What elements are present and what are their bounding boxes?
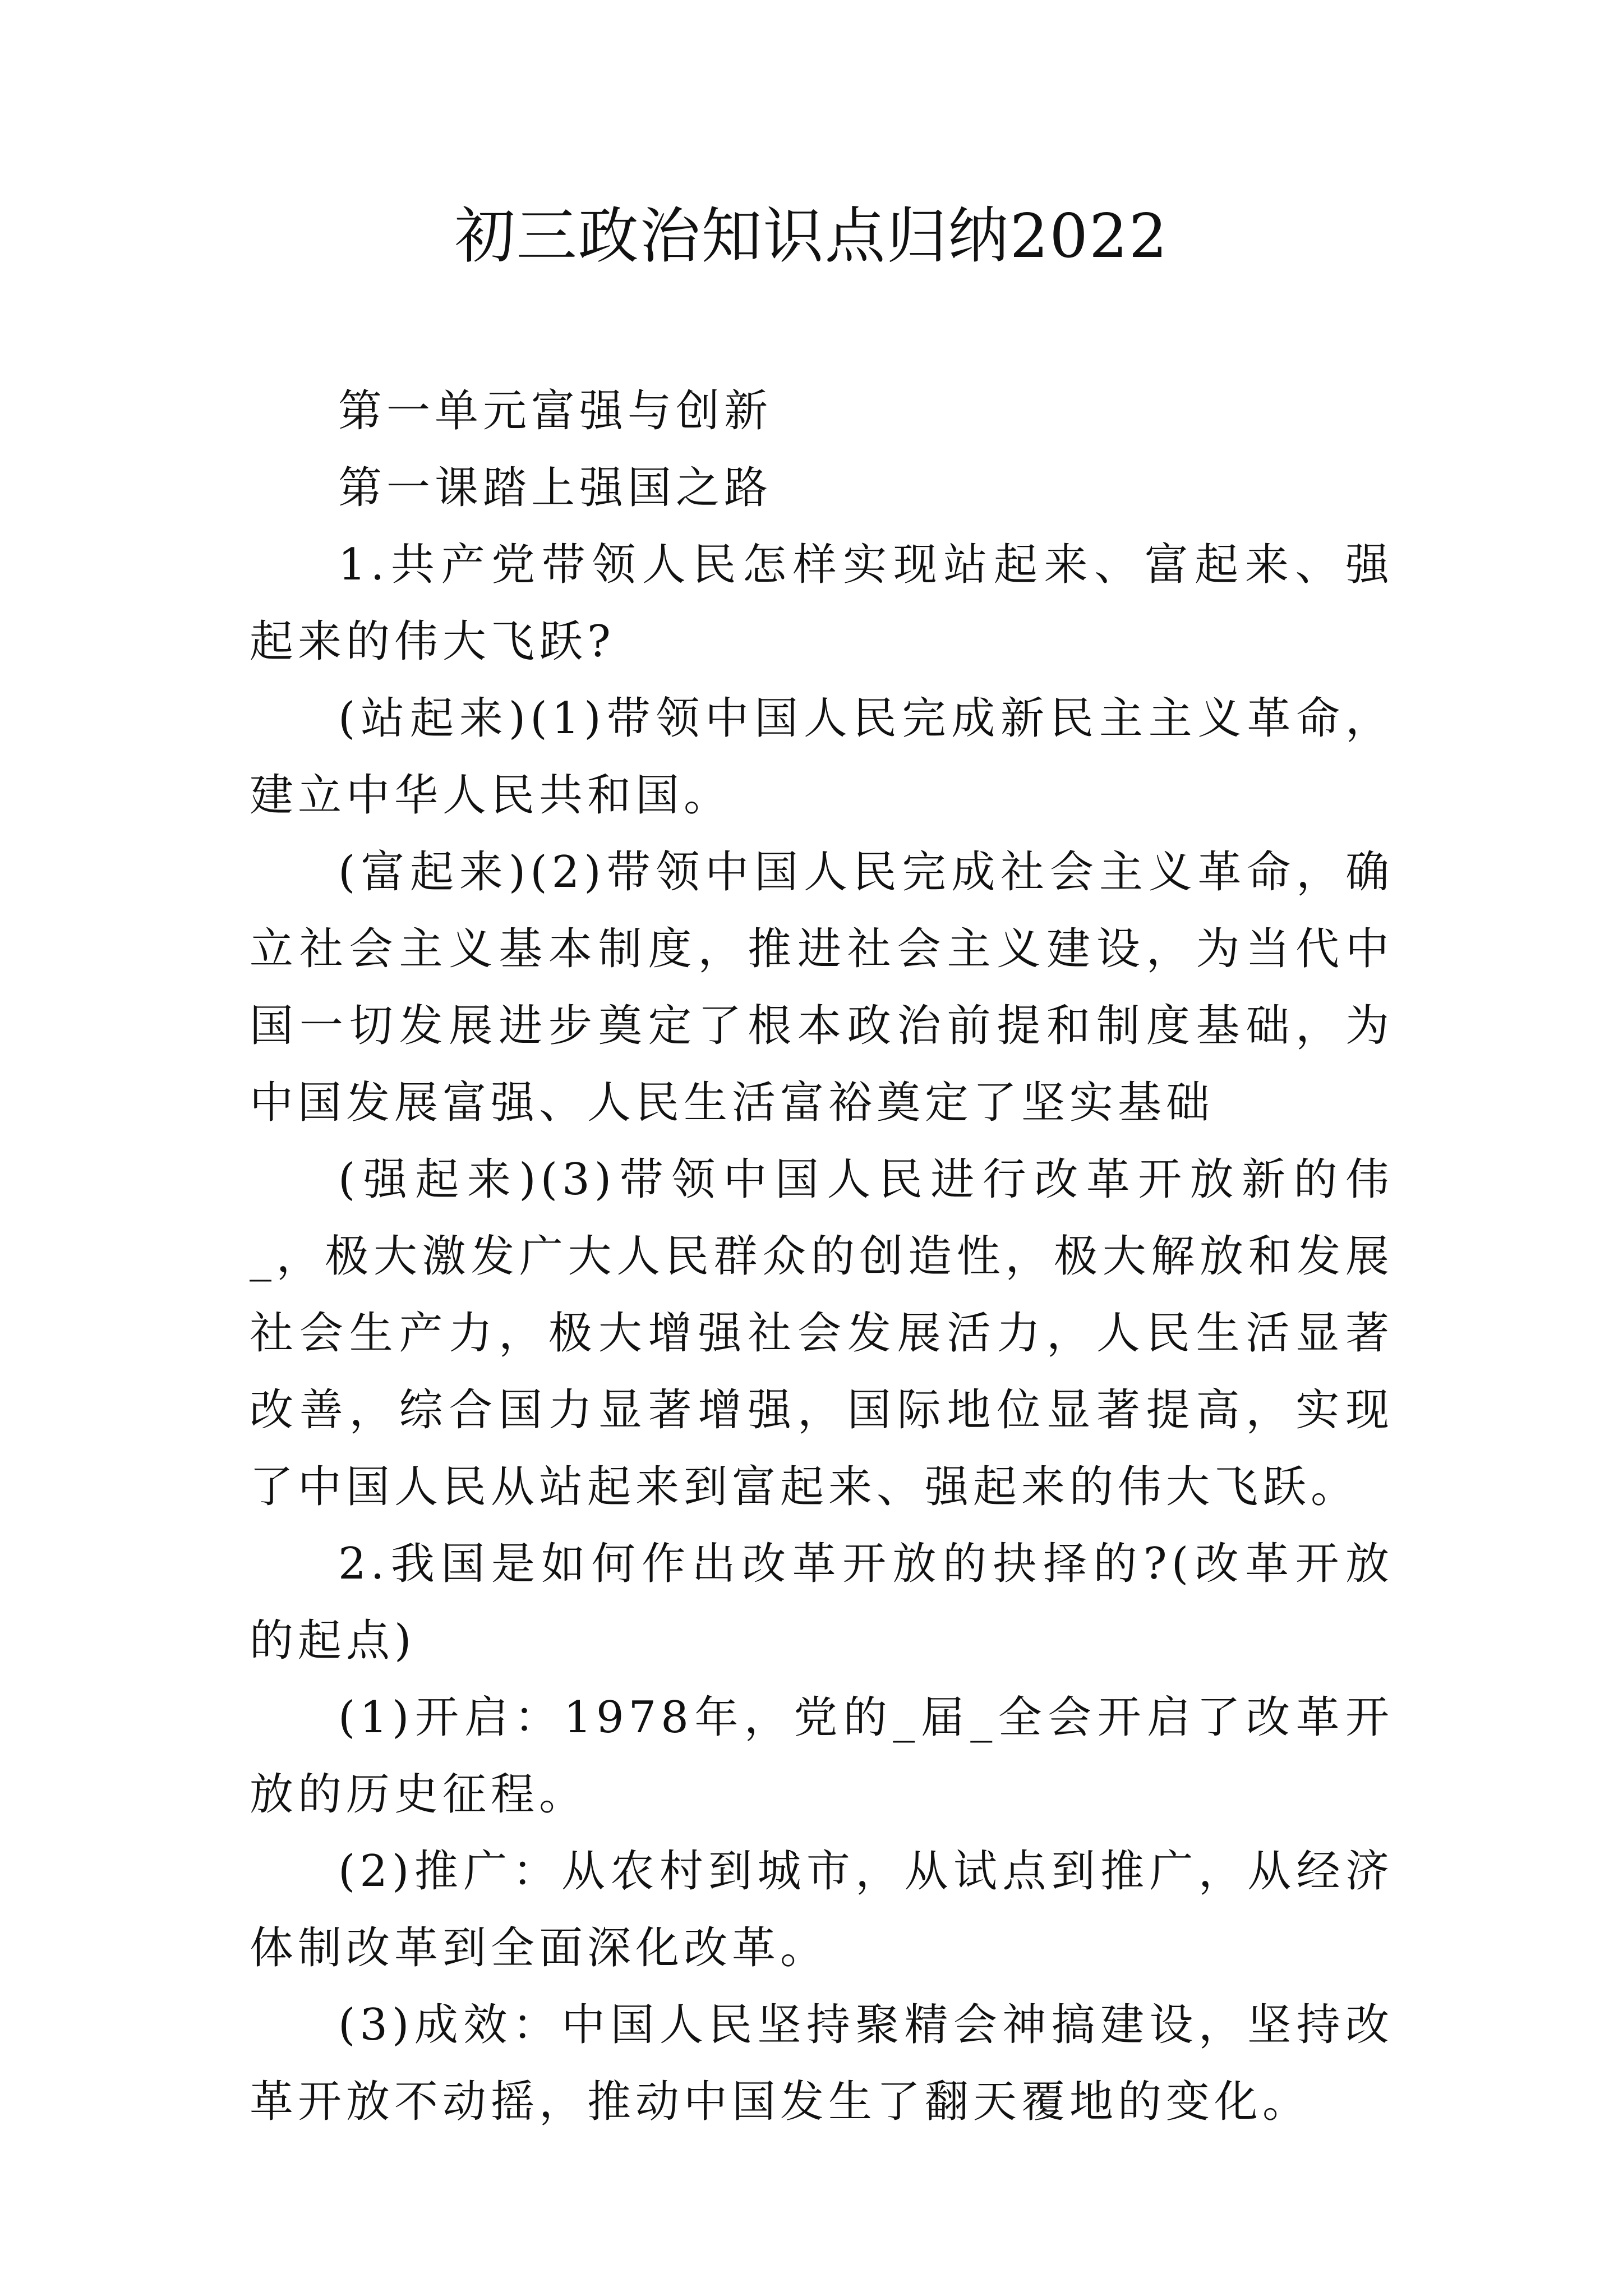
answer-2-promotion: (2)推广：从农村到城市，从试点到推广，从经济体制改革到全面深化改革。 [250, 1846, 1394, 1973]
question-1: 1.共产党带领人民怎样实现站起来、富起来、强起来的伟大飞跃? [250, 540, 1394, 667]
document-body [250, 373, 1394, 2141]
lesson-heading: 第一课踏上强国之路 [338, 463, 773, 513]
answer-2-start: (1)开启：1978年，党的_届_全会开启了改革开放的历史征程。 [250, 1692, 1394, 1820]
document-title: 初三政治知识点归纳2022 [454, 201, 1169, 272]
answer-1-stand-up: (站起来)(1)带领中国人民完成新民主主义革命，建立中华人民共和国。 [250, 693, 1394, 821]
answer-1-get-rich: (富起来)(2)带领中国人民完成社会主义革命，确立社会主义基本制度，推进社会主义建设，为当代中国一切发展进步奠定了根本政治前提和制度基础，为中国发展富强、人民生活富裕奠定了坚实基础 [250, 847, 1394, 1128]
question-2: 2.我国是如何作出改革开放的抉择的?(改革开放的起点) [250, 1539, 1394, 1666]
unit-heading: 第一单元富强与创新 [338, 386, 773, 436]
answer-2-results: (3)成效：中国人民坚持聚精会神搞建设，坚持改革开放不动摇，推动中国发生了翻天覆地的变化。 [250, 2000, 1394, 2127]
answer-1-get-strong: (强起来)(3)带领中国人民进行改革开放新的伟_，极大激发广大人民群众的创造性，极大解放和发展社会生产力，极大增强社会发展活力，人民生活显著改善，综合国力显著增强，国际地位显著提高，实现了中国人民从站起来到富起来、强起来的伟大飞跃。 [250, 1154, 1394, 1512]
